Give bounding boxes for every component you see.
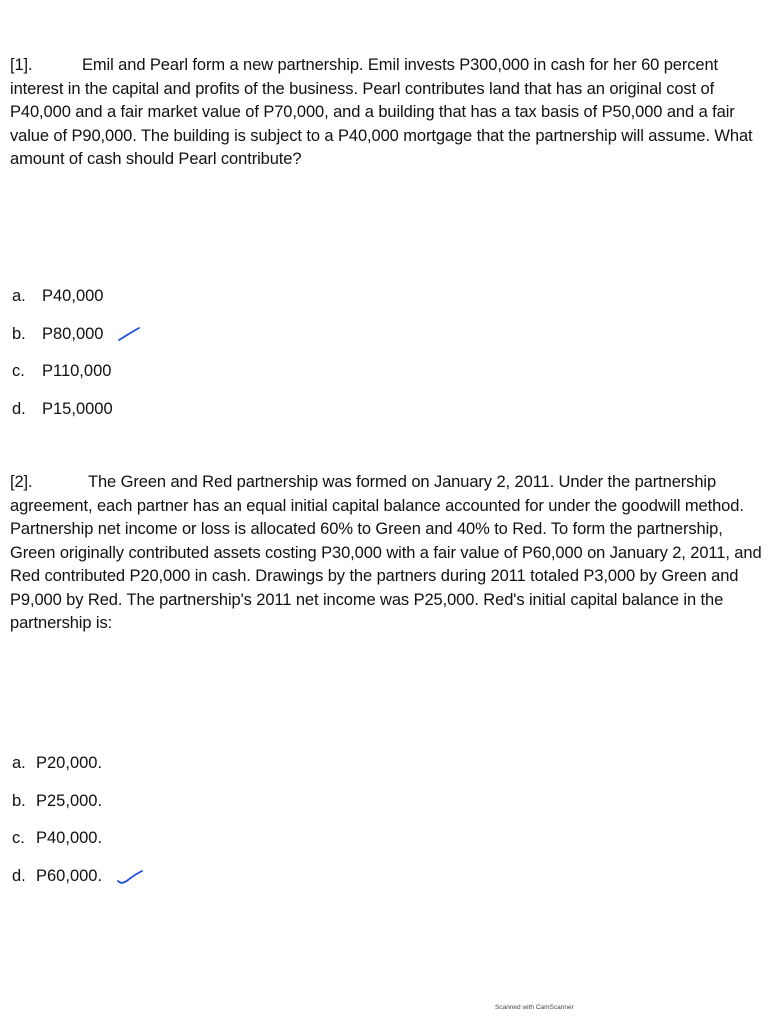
option-text: P20,000. [36,754,103,772]
question-1-option-c [12,360,142,398]
question-1-option-a [12,285,142,323]
question-2-options [12,752,145,902]
option-letter: b. [12,324,26,343]
check-mark-icon [115,867,145,885]
option-text: P110,000 [42,362,112,380]
question-1-option-d [12,398,142,436]
option-letter: d. [12,399,26,418]
check-mark-icon [116,326,142,342]
option-text: P60,000. [36,866,103,885]
question-1-option-b [12,323,142,361]
question-2-option-a [12,752,145,790]
question-2-body: The Green and Red partnership was formed on January 2, 2011. Under the partnership agreement, each partner has an equal initial capital balance accounted for under the goodwill method. Partnership net income or loss is allocated 60% to Green and 40% to Red. To form the partnership, Green originally contributed assets costing P30,000 with a fair value of P60,000 on January 2, 2011, and Red contributed P20,000 in cash. Drawings by the partners during 2011 totaled P3,000 by Green and P9,000 by Red. The partnership's 2011 net income was P25,000. Red's initial capital balance in the partnership is: [10,473,762,632]
question-1-text [10,54,762,172]
option-text: P40,000 [42,287,104,305]
option-letter: d. [12,866,26,885]
option-letter: c. [12,362,25,380]
option-text: P25,000. [36,791,103,810]
option-text: P40,000. [36,829,103,847]
question-1-number: [1]. [10,56,33,74]
question-2-option-d [12,865,145,903]
option-letter: a. [12,287,26,305]
option-text: P15,0000 [42,399,113,418]
scanner-watermark: Scanned with CamScanner [495,1004,574,1011]
option-text: P80,000 [42,324,104,343]
question-2-option-b [12,790,145,828]
question-1-options [12,285,142,435]
option-letter: c. [12,829,25,847]
question-1-body: Emil and Pearl form a new partnership. Emil invests P300,000 in cash for her 60 percent interest in the capital and profits of the business. Pearl contributes land that has an original cost of P40,000 and a fair market value of P70,000, and a building that has a tax basis of P50,000 and a fair value of P90,000. The building is subject to a P40,000 mortgage that the partnership will assume. What amount of cash should Pearl contribute? [10,56,753,168]
question-2-option-c [12,827,145,865]
question-2-number: [2]. [10,473,33,491]
option-letter: b. [12,791,26,810]
question-2-text [10,471,762,636]
option-letter: a. [12,754,26,772]
